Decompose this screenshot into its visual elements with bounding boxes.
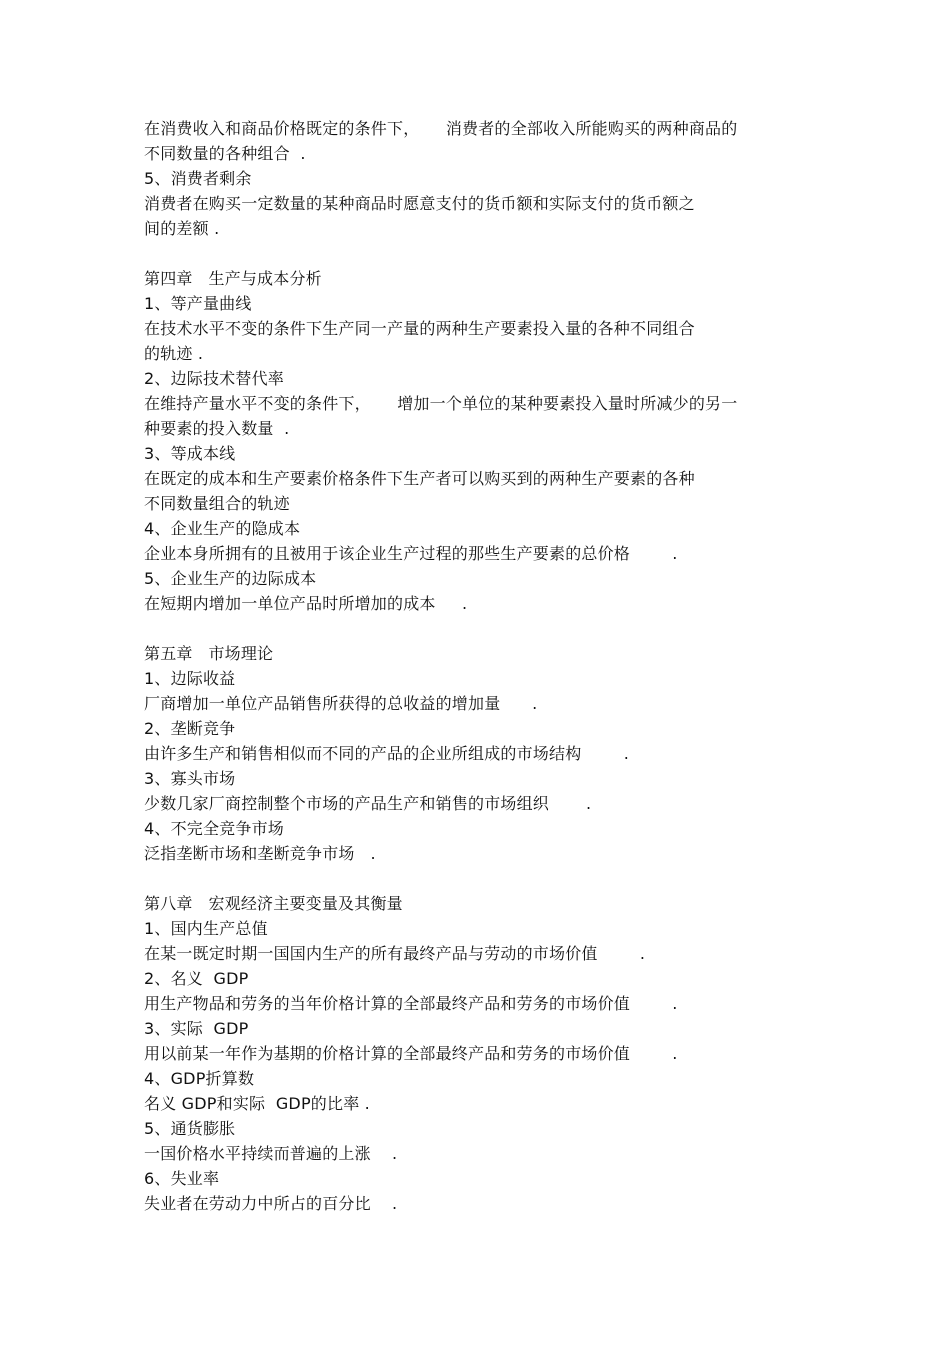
term-heading: 5、消费者剩余 [144, 169, 252, 188]
term-heading: 2、名义 GDP [144, 969, 249, 988]
chapter-title: 第五章 市场理论 [144, 644, 274, 663]
text-line: 用以前某一年作为基期的价格计算的全部最终产品和劳务的市场价值 . [144, 1044, 678, 1063]
text-line: 用生产物品和劳务的当年价格计算的全部最终产品和劳务的市场价值 . [144, 994, 678, 1013]
text-line: 的轨迹 . [144, 344, 204, 363]
text-line: 泛指垄断市场和垄断竞争市场 . [144, 844, 376, 863]
text-line: 间的差额 . [144, 219, 220, 238]
text-line: 在消费收入和商品价格既定的条件下， 消费者的全部收入所能购买的两种商品的 [144, 119, 738, 138]
term-heading: 3、实际 GDP [144, 1019, 249, 1038]
text-line: 不同数量组合的轨迹 [144, 494, 290, 513]
text-line: 由许多生产和销售相似而不同的产品的企业所组成的市场结构 . [144, 744, 629, 763]
text-line: 在既定的成本和生产要素价格条件下生产者可以购买到的两种生产要素的各种 [144, 469, 695, 488]
term-heading: 5、通货膨胀 [144, 1119, 236, 1138]
text-line: 在技术水平不变的条件下生产同一产量的两种生产要素投入量的各种不同组合 [144, 319, 695, 338]
term-heading: 2、垄断竞争 [144, 719, 236, 738]
text-line: 一国价格水平持续而普遍的上涨 . [144, 1144, 398, 1163]
chapter-title: 第四章 生产与成本分析 [144, 269, 322, 288]
term-heading: 3、寡头市场 [144, 769, 236, 788]
term-heading: 1、国内生产总值 [144, 919, 268, 938]
term-heading: 4、企业生产的隐成本 [144, 519, 301, 538]
text-line: 少数几家厂商控制整个市场的产品生产和销售的市场组织 . [144, 794, 592, 813]
section-gap [144, 616, 804, 641]
term-heading: 4、GDP折算数 [144, 1069, 255, 1088]
text-line: 名义 GDP和实际 GDP的比率 . [144, 1094, 370, 1113]
term-heading: 6、失业率 [144, 1169, 220, 1188]
text-line: 在短期内增加一单位产品时所增加的成本 . [144, 594, 468, 613]
section-gap [144, 241, 804, 266]
text-line: 不同数量的各种组合 . [144, 144, 306, 163]
term-heading: 5、企业生产的边际成本 [144, 569, 317, 588]
document-body [144, 116, 804, 1216]
term-heading: 2、边际技术替代率 [144, 369, 284, 388]
term-heading: 1、等产量曲线 [144, 294, 252, 313]
text-line: 失业者在劳动力中所占的百分比 . [144, 1194, 398, 1213]
text-line: 消费者在购买一定数量的某种商品时愿意支付的货币额和实际支付的货币额之 [144, 194, 695, 213]
text-line: 在某一既定时期一国国内生产的所有最终产品与劳动的市场价值 . [144, 944, 646, 963]
term-heading: 1、边际收益 [144, 669, 236, 688]
text-line: 种要素的投入数量 . [144, 419, 290, 438]
term-heading: 4、不完全竞争市场 [144, 819, 284, 838]
text-line: 在维持产量水平不变的条件下， 增加一个单位的某种要素投入量时所减少的另一 [144, 394, 738, 413]
term-heading: 3、等成本线 [144, 444, 236, 463]
text-line: 企业本身所拥有的且被用于该企业生产过程的那些生产要素的总价格 . [144, 544, 678, 563]
text-line: 厂商增加一单位产品销售所获得的总收益的增加量 . [144, 694, 538, 713]
section-gap [144, 866, 804, 891]
chapter-title: 第八章 宏观经济主要变量及其衡量 [144, 894, 403, 913]
